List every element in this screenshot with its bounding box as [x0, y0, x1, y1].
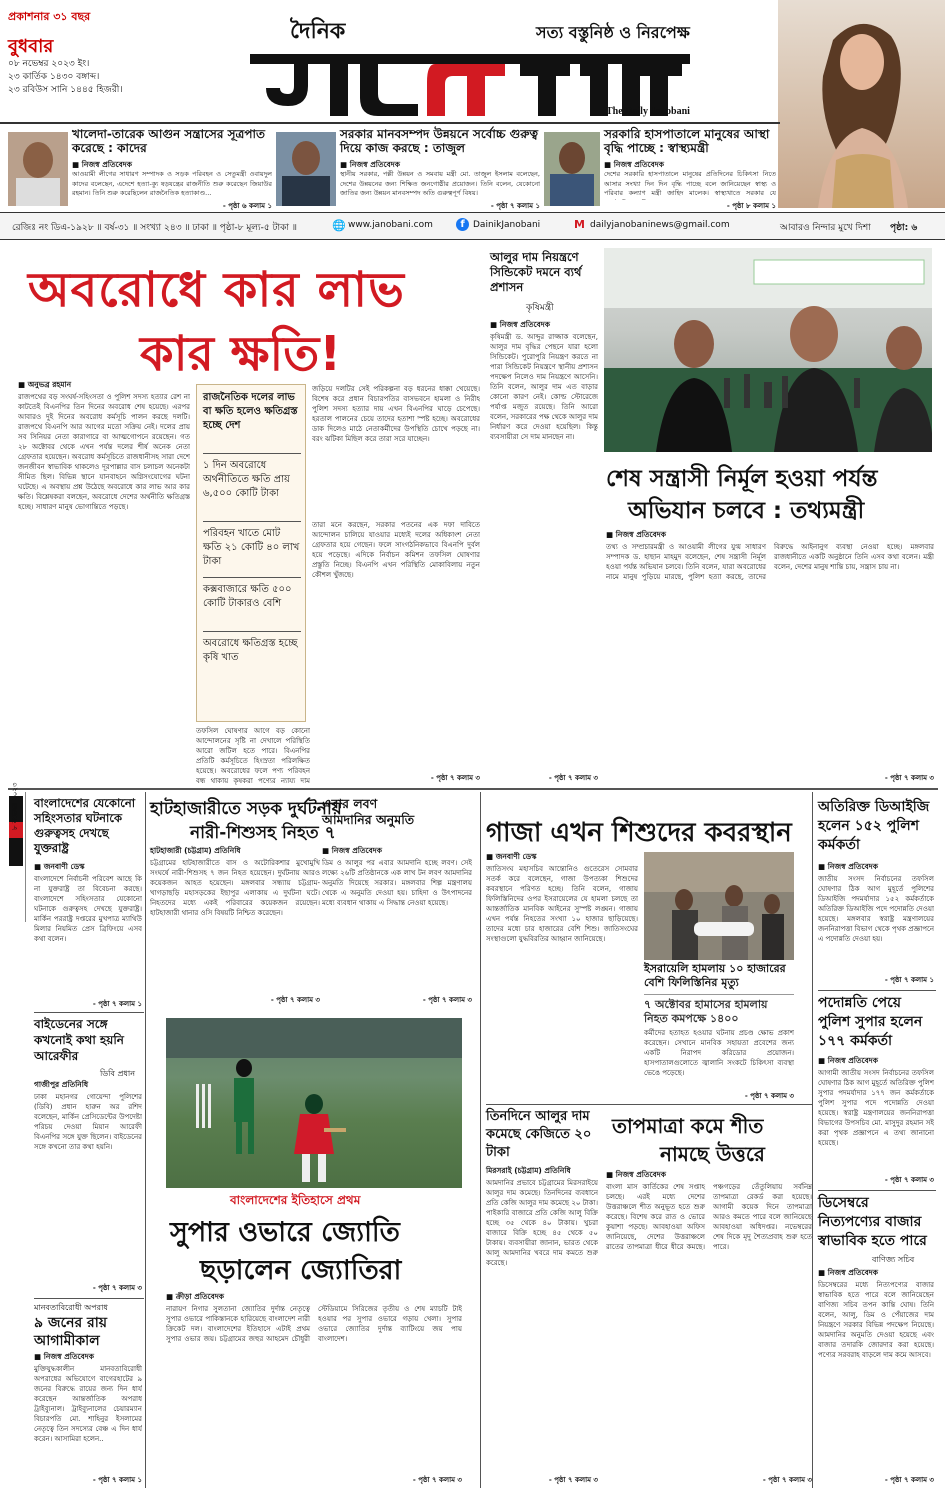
teaser-2-byline: ■ নিজস্ব প্রতিবেদক	[340, 160, 400, 169]
teaser-1-body: আওয়ামী লীগের সাধারণ সম্পাদক ও সড়ক পরিবহন ও সেতুমন্ত্রী ওবায়দুল কাদের বলেছেন, এদেশে হত্যা-ক্যু ষড়যন্ত্রের রাজনীতি শুরু করেছেন জিয়াউর রহমান। তিনি শুরু করেছিলেন রাজনৈতিক হত্যাকাণ্ড...	[72, 170, 272, 197]
english-name: The Daily Janobani	[606, 106, 690, 117]
salt-body: ডিম ও আলুর পর এবার আমদানি হচ্ছে লবণ। সেই লক্ষ্যে ২৬টি প্রতিষ্ঠানকে এক লাখ টন লবণ আমদানির অনুমতি দিয়েছে সরকার। মঙ্গলবার শিল্প মন্ত্রণালয় থেকে এ অনুমতি দেওয়া হয়। চাহিদা ও উৎপাদনের মধ্যে ব্যবধান থাকায় এ সিদ্ধান্ত নেওয়া হয়েছে।	[322, 859, 472, 907]
factbox-item-1: রাজনৈতিক দলের লাভ বা ক্ষতি হলেও ক্ষতিগ্রস্ত হচ্ছে দেশ	[203, 392, 298, 431]
gaza-byline: ■ জনবাণী ডেস্ক	[486, 852, 537, 861]
biden-byline: গাজীপুর প্রতিনিধি	[34, 1080, 89, 1089]
registration-info: রেজিঃ নং ডিএ-১৯২৮ ॥ বর্ষ-৩১ ॥ সংখ্যা ২৪৩ ॥ ঢাকা ॥ পৃষ্ঠা-৮ মূল্য-৫ টাকা ॥	[12, 223, 297, 233]
december-byline: ■ নিজস্ব প্রতিবেদক	[818, 1268, 878, 1277]
teaser-1-byline: ■ নিজস্ব প্রতিবেদক	[72, 160, 132, 169]
lead-factbox	[196, 384, 306, 722]
teaser-2[interactable]	[276, 128, 538, 210]
lead-body-3: তফসিল ঘোষণার আগে বড় কোনো আন্দোলনের সৃষ্টি না দেখালে পরিস্থিতি আরো জটিল হতে পারে। বিএনপির প্রতিটি কর্মসূচিতে হিংস্রতা পরিলক্ষিত হয়েছে। অবরোধের ফলে পণ্য পরিবহন বন্ধ থাকায় কৃষকরা পণ্যের ন্যায্য দাম	[196, 727, 310, 785]
potato-price-body: আমদানির প্রভাবে চট্টগ্রামের মিরসরাইয়ে আলুর দাম কমেছে। তিনদিনের ব্যবধানে প্রতি কেজি আলুর দাম কমেছে ২০ টাকা। পাইকারি বাজারে প্রতি কেজি আলু বিক্রি হচ্ছে ৩৫ থেকে ৪০ টাকায়। খুচরা বাজারে বিক্রি হচ্ছে ৪৫ থেকে ৫০ টাকায়। ব্যবসায়ীরা জানান, ভারত থেকে আলু আমদানির খবরে দাম কমতে শুরু করেছে।	[486, 1179, 598, 1267]
teaser-3-title: সরকারি হাসপাতালে মানুষের আস্থা বৃদ্ধি পাচ্ছে : স্বাস্থ্যমন্ত্রী	[604, 127, 770, 155]
lead-body-4: তারা মনে করছেন, সরকার পতনের এক দফা দাবিতে আন্দোলন চালিয়ে যাওয়ার মধ্যেই দলের অধিকাংশ নেতা গ্রেফতার হয়ে গেছেন। ফলে সাংগঠনিকভাবে বিএনপি দুর্বল হয়ে পড়েছে। এদিকে নির্বাচন কমিশন তফসিল ঘোষণার প্রস্তুতি নিচ্ছে। বিএনপি এখন পরিস্থিতি মোকাবিলায় নতুন কৌশল খুঁজছে।	[312, 521, 480, 579]
gaza-caption: ইসরায়েলি হামলায় ১০ হাজারের বেশি ফিলিস্তিনির মৃত্যু	[644, 962, 786, 989]
facebook-icon: f	[456, 218, 469, 231]
accident-cont[interactable]: - পৃষ্ঠা ৭ কলাম ৩	[270, 996, 320, 1004]
weather-headline-1: তাপমাত্রা কমে শীত	[612, 1114, 764, 1138]
gaza-pullquote: ৭ অক্টোবর হামাসের হামলায় নিহত কমপক্ষে ১৪০০	[644, 994, 794, 1026]
sp-headline: পদোন্নতি পেয়ে পুলিশ সুপার হলেন ১৭৭ কর্মকর্তা	[818, 995, 923, 1049]
accident-body: চট্টগ্রামের হাটহাজারীতে বাস ও অটোরিকশার মুখোমুখি সংঘর্ষে নারী-শিশুসহ ৭ জন নিহত হয়েছেন। দুর্ঘটনায় আরও কয়েকজন আহত হয়েছেন। মঙ্গলবার সন্ধ্যায় চট্টগ্রাম-খাগড়াছড়ি মহাসড়কের ইছাপুর এলাকায় এ দুর্ঘটনা ঘটে। নিহতদের মধ্যে একই পরিবারের কয়েকজন রয়েছেন। হাটহাজারী থানার ওসি বিষয়টি নিশ্চিত করেছেন।	[150, 859, 320, 917]
model-photo	[778, 0, 945, 208]
salt-byline: ■ নিজস্ব প্রতিবেদক	[322, 846, 382, 855]
teaser-2-cont[interactable]: - পৃষ্ঠা ৭ কলাম ১	[490, 202, 540, 210]
accident-headline-1: হাটহাজারীতে সড়ক দুর্ঘটনায়	[150, 799, 342, 819]
verdict-headline: ৯ জনের রায় আগামীকাল	[34, 1315, 108, 1349]
lead-headline-2: কার ক্ষতি!	[140, 326, 342, 382]
potato-price-cont[interactable]: - পৃষ্ঠা ৭ কলাম ৩	[548, 1476, 598, 1484]
us-story-byline: ■ জনবাণী ডেস্ক	[34, 862, 85, 871]
weekday: বুধবার	[8, 36, 54, 57]
date-english: ০৮ নভেম্বর ২০২৩ ইং।	[8, 59, 90, 69]
teaser-1-cont[interactable]: - পৃষ্ঠা ৬ কলাম ১	[222, 202, 272, 210]
lead-headline-1: অবরোধে কার লাভ	[28, 262, 405, 318]
potato-policy-headline: আলুর দাম নিয়ন্ত্রণে সিন্ডিকেট দমনে ব্যর্থ প্রশাসন	[490, 250, 582, 294]
teaser-row	[0, 122, 780, 208]
teaser-2-title: সরকার মানবসম্পদ উন্নয়নে সর্বোচ্চ গুরুত্ব দিয়ে কাজ করছে : তাজুল	[340, 127, 539, 155]
lead-cont[interactable]: - পৃষ্ঠা ৭ কলাম ৩	[430, 774, 480, 782]
teaser-diya[interactable]: আবারও নিন্দার মুখে দিশা	[780, 223, 871, 233]
factbox-item-3: পরিবহন খাতে মোট ক্ষতি ২১ কোটি ৪০ লাখ টাকা	[203, 528, 300, 567]
potato-policy-cont[interactable]: - পৃষ্ঠা ৭ কলাম ৩	[548, 774, 598, 782]
us-story-body: বাংলাদেশে নির্বাচনী পরিবেশ আছে কি না যুক্তরাষ্ট্র তা বিবেচনা করছে। বাংলাদেশে সহিংসতার যেকোনো ঘটনাকে গুরুত্বসহ দেখছে যুক্তরাষ্ট্র। মার্কিন পররাষ্ট্র দপ্তরের মুখপাত্র ম্যাথিউ মিলার নিয়মিত প্রেস ব্রিফিংয়ে এসব কথা বলেন।	[34, 875, 142, 943]
biden-body: ঢাকা মহানগর গোয়েন্দা পুলিশের (ডিবি) প্রধান হারুন অর রশিদ বলেছেন, মার্কিন প্রেসিডেন্টের উপদেষ্টা পরিচয় দেওয়া মিয়ান আরেফী বিএনপির সঙ্গে যুক্ত ছিলেন। বাইডেনের সঙ্গে কখনো তার কথা হয়নি।	[34, 1093, 142, 1151]
section-divider	[8, 788, 938, 790]
factbox-item-5: অবরোধে ক্ষতিগ্রস্ত হচ্ছে কৃষি খাত	[203, 638, 298, 663]
factbox-item-2: ১ দিন অবরোধে অর্থনীতিতে ক্ষতি প্রায় ৬,৫০০ কোটি টাকা	[203, 460, 290, 499]
accident-byline: হাটহাজারী (চট্টগ্রাম) প্রতিনিধি	[150, 846, 241, 855]
gaza-body: জাতিসংঘ মহাসচিব আন্তোনিও গুতেরেস সোমবার সতর্ক করে বলেছেন, গাজা উপত্যকা শিশুদের কবরস্থানে পরিণত হচ্ছে। তিনি বলেন, গাজায় ফিলিস্তিনিদের ওপর ইসরায়েলের যে হামলা চলছে তা আন্তর্জাতিক মানবিক আইনের সুস্পষ্ট লঙ্ঘন। গাজায় এখন পর্যন্ত নিহতের সংখ্যা ১০ হাজার ছাড়িয়েছে। তাদের মধ্যে চার হাজারের বেশি শিশু। জাতিসংঘের সংস্থাগুলো যুদ্ধবিরতির আহ্বান জানিয়েছে।	[486, 865, 638, 943]
gaza-cont[interactable]: - পৃষ্ঠা ৭ কলাম ৩	[744, 1092, 794, 1100]
website-link[interactable]: www.janobani.com	[348, 220, 433, 230]
lead-body-2: জড়িয়ে দলটির সেই পরিকল্পনা বড় ধরনের ধাক্কা খেয়েছে। বিশেষ করে প্রধান বিচারপতির বাসভবনে হামলা ও নিরীহ পুলিশ সদস্য হত্যার দায় এখন বিএনপির ঘাড়ে চেপেছে। হরতাল পালনের চেয়ে তাদের হতাশা স্পষ্ট হচ্ছে। অবরোধের ডাক দিলেও মাঠে নেতাকর্মীদের উপস্থিতি চোখে পড়ছে না। বরং ঝটিকা মিছিল করে তারা সরে যাচ্ছেন।	[312, 385, 480, 443]
potato-price-byline: মিরসরাই (চট্টগ্রাম) প্রতিনিধি	[486, 1166, 571, 1175]
dig-byline: ■ নিজস্ব প্রতিবেদক	[818, 862, 878, 871]
info-minister-cont[interactable]: - পৃষ্ঠা ৭ কলাম ৩	[884, 774, 934, 782]
page-number: পৃষ্ঠা: ৬	[890, 223, 918, 233]
gaza-headline: গাজা এখন শিশুদের কবরস্থান	[486, 818, 792, 848]
december-headline: ডিসেম্বরে নিত্যপণ্যের বাজার স্বাভাবিক হতে পারে	[818, 1195, 927, 1249]
verdict-byline: ■ নিজস্ব প্রতিবেদক	[34, 1352, 94, 1361]
verdict-cont[interactable]: - পৃষ্ঠা ৭ কলাম ১	[92, 1476, 142, 1484]
biden-headline: বাইডেনের সঙ্গে কখনোই কথা হয়নি আরেফীর	[34, 1017, 124, 1063]
info-minister-body: তথ্য ও সম্প্রচারমন্ত্রী ও আওয়ামী লীগের যুগ্ম সাধারণ সম্পাদক ড. হাছান মাহমুদ বলেছেন, শেষ সন্ত্রাসী নির্মূল হওয়া পর্যন্ত অভিযান চলবে। তিনি বলেন, যারা অবরোধের নামে মানুষ পুড়িয়ে মারছে, পুলিশ হত্যা করছে, তাদের বিরুদ্ধে আইনানুগ ব্যবস্থা নেওয়া হচ্ছে। মঙ্গলবার রাজধানীতে একটি অনুষ্ঠানে তিনি এসব কথা বলেন। মন্ত্রী বলেন, দেশের মানুষ শান্তি চায়, সন্ত্রাস চায় না।	[606, 543, 934, 581]
sports-headline-1: সুপার ওভারে জ্যোতি	[170, 1217, 400, 1248]
teaser-3-cont[interactable]: - পৃষ্ঠা ৮ কলাম ১	[726, 202, 776, 210]
teaser-3-body: দেশের সরকারি হাসপাতালে মানুষের প্রতিদিনের চিকিৎসা নিতে আসার সংখ্যা দিন দিন বৃদ্ধি পাচ্ছে বলে জানিয়েছেন স্বাস্থ্য ও পরিবার কল্যাণ মন্ত্রী জাহিদ মালেক। স্বাস্থ্যখাতে সরকার যে	[604, 170, 776, 197]
dig-headline: অতিরিক্ত ডিআইজি হলেন ১৫২ পুলিশ কর্মকর্তা	[818, 799, 930, 853]
factbox-item-4: কক্সবাজারে ক্ষতি ৫০০ কোটি টাকারও বেশি	[203, 584, 292, 609]
date-bangla: ২৩ কার্তিক ১৪৩০ বঙ্গাব্দ।	[8, 72, 100, 82]
info-minister-byline: ■ নিজস্ব প্রতিবেদক	[606, 530, 666, 539]
info-bar	[0, 212, 945, 240]
teaser-1[interactable]	[8, 128, 270, 210]
potato-policy-kicker: কৃষিমন্ত্রী	[526, 303, 554, 313]
date-block	[8, 58, 188, 97]
sp-body: আগামী জাতীয় সংসদ নির্বাচনের তফসিল ঘোষণার ঠিক আগ মুহূর্তে অতিরিক্ত পুলিশ সুপার পদমর্যাদার ১৭৭ জন কর্মকর্তাকে পুলিশ সুপার পদে পদোন্নতি দেওয়া হয়েছে। স্বরাষ্ট্র মন্ত্রণালয়ের জননিরাপত্তা বিভাগের উপসচিব মো. মাসুদুর রহমান সই করা পৃথক প্রজ্ঞাপনে এ তথ্য জানানো হয়েছে।	[818, 1069, 934, 1147]
gaza-body-2: কর্মীদের হতাহত হওয়ার ঘটনায় প্রচণ্ড ক্ষোভ প্রকাশ করেছেন। সেখানে মানবিক সহায়তা প্রবেশের জন্য একটি নিরাপদ করিডোর প্রয়োজন। হাসপাতালগুলোতে জ্বালানি সংকটে চিকিৎসা ব্যবস্থা ভেঙে পড়েছে।	[644, 1029, 794, 1077]
december-body: ডিসেম্বরের মধ্যে নিত্যপণ্যের বাজার স্বাভাবিক হতে পারে বলে জানিয়েছেন বাণিজ্য সচিব তপন কান্তি ঘোষ। তিনি বলেন, আলু, ডিম ও পেঁয়াজের দাম নিয়ন্ত্রণে সরকার বিভিন্ন পদক্ষেপ নিয়েছে। আমদানির অনুমতি দেওয়া হয়েছে এবং বাজার তদারকি জোরদার করা হয়েছে। পণ্যের সরবরাহ বাড়লে দাম কমে আসবে।	[818, 1281, 934, 1359]
verdict-kicker: মানবতাবিরোধী অপরাধ	[34, 1303, 108, 1312]
weather-body: বাংলা মাস কার্তিকের শেষ সপ্তাহ চলছে। এরই মধ্যে দেশের উত্তরাঞ্চলে শীত অনুভূত হতে শুরু করেছে। বিশেষ করে রাত ও ভোরে কুয়াশা পড়ছে। আবহাওয়া অফিস জানিয়েছে, দেশের উত্তরাঞ্চলে রাতের তাপমাত্রা ধীরে ধীরে কমছে। পঞ্চগড়ের তেঁতুলিয়ায় সর্বনিম্ন তাপমাত্রা রেকর্ড করা হয়েছে। আগামী কয়েক দিনে তাপমাত্রা আরও কমতে পারে বলে জানিয়েছে আবহাওয়া অধিদপ্তর। নভেম্বরের শেষ দিকে মৃদু শৈত্যপ্রবাহ শুরু হতে পারে।	[606, 1183, 812, 1251]
dig-cont[interactable]: - পৃষ্ঠা ৭ কলাম ১	[884, 976, 934, 984]
teaser-3-byline: ■ নিজস্ব প্রতিবেদক	[604, 160, 664, 169]
teaser-2-photo	[276, 132, 336, 206]
years-label: প্রকাশনার ৩১ বছর	[8, 10, 91, 23]
weather-cont[interactable]: - পৃষ্ঠা ৭ কলাম ৩	[762, 1476, 812, 1484]
biden-kicker: ডিবি প্রধান	[100, 1069, 136, 1078]
teaser-2-body: স্থানীয় সরকার, পল্লী উন্নয়ন ও সমবায় মন্ত্রী মো. তাজুল ইসলাম বলেছেন, দেশের উন্নয়নের জন্য শিক্ষিত জনগোষ্ঠীর প্রয়োজন। তিনি বলেন, যেকোনো জাতির জন্য উন্নয়ন মানবসম্পদ অতি গুরুত্বপূর্ণ বিষয়।	[340, 170, 540, 197]
dainik-label: দৈনিক	[290, 19, 346, 44]
potato-price-headline: তিনদিনে আলুর দাম কমেছে কেজিতে ২০ টাকা	[486, 1109, 592, 1160]
december-cont[interactable]: - পৃষ্ঠা ৭ কলাম ৩	[884, 1476, 934, 1484]
gmail-icon: M	[574, 218, 585, 231]
gaza-photo	[644, 852, 794, 960]
sports-cont[interactable]: - পৃষ্ঠা ৭ কলাম ৩	[412, 1476, 462, 1484]
teaser-1-title: খালেদা-তারেক আগুন সন্ত্রাসের সূত্রপাত করেছে : কাদের	[72, 127, 265, 155]
teaser-3-photo	[544, 132, 600, 206]
salt-cont[interactable]: - পৃষ্ঠা ৭ কলাম ৩	[422, 996, 472, 1004]
lead-body-1: রাজপথের বড় সংঘর্ষ-সহিংসতা ও পুলিশ সদস্য হত্যার রেশ না কাটতেই বিএনপির তিন দিনের অবরোধ শেষ হয়েছে। এরপর আবারও দুই দিনের অবরোধ কর্মসূচি পালন করছে দলটি। রাজপথে বিএনপি আর আগের মতো সক্রিয় নেই। দলের প্রায় সব সিনিয়র নেতা কারাগারে বা আত্মগোপনে রয়েছেন। গত ২৮ অক্টোবর থেকে এখন পর্যন্ত দলের শীর্ষ অনেক নেতা গ্রেফতার হয়েছেন। অবরোধ কর্মসূচিতে রাজধানীসহ সারা দেশে জনজীবন স্বাভাবিক থাকলেও দূরপাল্লার বাস চলাচল অনেকটা সীমিত ছিল। বিভিন্ন স্থানে যানবাহনে অগ্নিসংযোগের ঘটনা ঘটেছে। এ অবস্থায় প্রশ্ন উঠেছে অবরোধে কার লাভ আর কার ক্ষতি। বিশ্লেষকরা বলছেন, অবরোধে দেশের অর্থনীতি ক্ষতিগ্রস্ত হচ্ছে। সাধারণ মানুষ ভোগান্তিতে পড়ছে।	[18, 393, 190, 511]
dig-body: জাতীয় সংসদ নির্বাচনের তফসিল ঘোষণার ঠিক আগ মুহূর্তে পুলিশের ডিআইজি পদমর্যাদার ১৫২ কর্মকর্তাকে অতিরিক্ত ডিআইজি পদে পদোন্নতি দেওয়া হয়েছে। মঙ্গলবার স্বরাষ্ট্র মন্ত্রণালয়ের জননিরাপত্তা বিভাগ থেকে পৃথক প্রজ্ঞাপনে এ পদোন্নতি দেওয়া হয়।	[818, 875, 934, 943]
email-link[interactable]: dailyjanobaninews@gmail.com	[590, 220, 730, 230]
date-hijri: ২৩ রবিউস সানি ১৪৪৫ হিজরী।	[8, 85, 123, 95]
us-story-headline: বাংলাদেশের যেকোনো সহিংসতার ঘটনাকে গুরুত্বসহ দেখছে যুক্তরাষ্ট্র	[34, 796, 136, 855]
teaser-3[interactable]	[544, 128, 778, 210]
potato-policy-body: কৃষিমন্ত্রী ড. আব্দুর রাজ্জাক বলেছেন, আলুর দাম বৃদ্ধির পেছনে যারা হলো সিন্ডিকেট। পুরোপুরি নিয়ন্ত্রণ করতে না পারা সিন্ডিকেট নিয়ন্ত্রণে স্থানীয় প্রশাসন পদক্ষেপ নিলেও দাম নিয়ন্ত্রণে আসেনি। তিনি বলেন, আলুর দাম এত বাড়ার কোনো কারণ নেই। কোল্ড স্টোরেজে পর্যাপ্ত মজুত রয়েছে। তিনি আরো বলেন, সরকারের পক্ষ থেকে আলুর দাম নির্ধারণ করে দেওয়া হয়েছিল। কিন্তু ব্যবসায়ীরা সে দাম মানছেন না।	[490, 333, 598, 441]
masthead	[0, 0, 945, 130]
side-date: ৮ নভেম্বর ২০২৩	[11, 782, 19, 830]
sp-cont[interactable]: - পৃষ্ঠা ৭ কলাম ৩	[884, 1176, 934, 1184]
info-minister-headline-1: শেষ সন্ত্রাসী নির্মূল হওয়া পর্যন্ত	[606, 466, 878, 492]
cricket-photo	[166, 1018, 462, 1188]
sports-body: নারায়ণ নিগার সুলতানা জ্যোতির দুর্দান্ত নেতৃত্বে সুপার ওভারে পাকিস্তানকে হারিয়েছে বাংলাদেশ নারী ক্রিকেট দল। বাংলাদেশের ইতিহাসে এটাই প্রথম সুপার ওভার জয়। চট্টগ্রামের জহুর আহমেদ চৌধুরী স্টেডিয়ামে সিরিজের তৃতীয় ও শেষ ম্যাচটি টাই হওয়ার পর সুপার ওভারে গড়ায় খেলা। সুপার ওভারে জ্যোতির দুর্দান্ত ব্যাটিংয়ে জয় পায় বাংলাদেশ।	[166, 1305, 462, 1343]
lead-byline: ■ অনুভব্র রহমান	[18, 380, 72, 389]
press-conference-photo	[604, 248, 932, 452]
sports-headline-2: ছড়ালেন জ্যোতিরা	[200, 1255, 402, 1286]
teaser-1-photo	[8, 132, 68, 206]
potato-policy-byline: ■ নিজস্ব প্রতিবেদক	[490, 320, 550, 329]
biden-cont[interactable]: - পৃষ্ঠা ৭ কলাম ৩	[92, 1284, 142, 1292]
tagline: সত্য বস্তুনিষ্ঠ ও নিরপেক্ষ	[536, 23, 690, 42]
salt-headline: এবার লবণ আমদানির অনুমতি	[322, 796, 415, 827]
sports-kicker: বাংলাদেশের ইতিহাসে প্রথম	[230, 1193, 361, 1207]
weather-headline-2: নামছে উত্তরে	[660, 1142, 765, 1166]
december-kicker: বাণিজ্য সচিব	[872, 1255, 915, 1264]
verdict-body: মুক্তিযুদ্ধকালীন মানবতাবিরোধী অপরাধের অভিযোগে বাগেরহাটের ৯ জনের বিরুদ্ধে রায়ের জন্য দিন ধার্য করেছেন আন্তর্জাতিক অপরাধ ট্রাইব্যুনাল। ট্রাইব্যুনালের চেয়ারম্যান বিচারপতি মো. শাহিনুর ইসলামের নেতৃত্বে তিন সদস্যের বেঞ্চ এ দিন ধার্য করেন। আসামিরা হলেন..	[34, 1365, 142, 1443]
sports-byline: ■ ক্রীড়া প্রতিবেদক	[166, 1292, 225, 1301]
weather-byline: ■ নিজস্ব প্রতিবেদক	[606, 1170, 666, 1179]
accident-headline-2: নারী-শিশুসহ নিহত ৭	[190, 823, 336, 843]
sp-byline: ■ নিজস্ব প্রতিবেদক	[818, 1056, 878, 1065]
facebook-link[interactable]: DainikJanobani	[473, 220, 541, 230]
info-minister-headline-2: অভিযান চলবে : তথ্যমন্ত্রী	[628, 498, 865, 524]
us-story-cont[interactable]: - পৃষ্ঠা ৭ কলাম ১	[92, 1000, 142, 1008]
globe-icon: 🌐	[332, 219, 346, 232]
